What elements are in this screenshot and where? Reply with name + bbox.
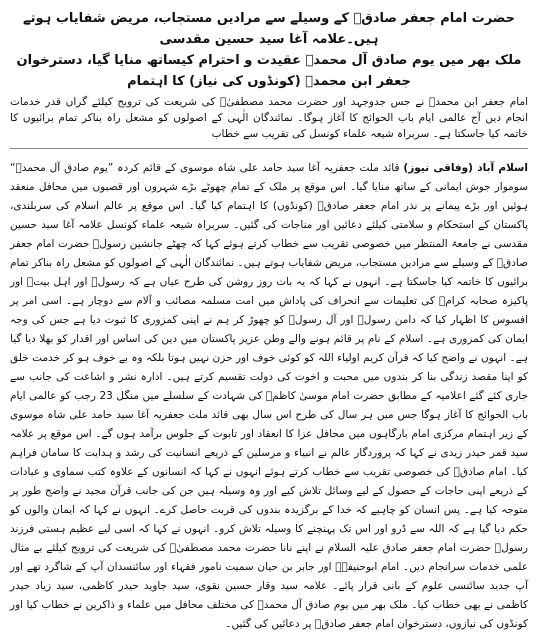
article-headline — [10, 8, 528, 92]
article-body-text: قائد ملت جعفریہ آغا سید حامد علی شاہ موسوی کے قائم کردہ ”یوم صادق آل محمدؐ“ سوموار جوش ایمانی کے ساتھ منایا گیا۔ اس موقع پر ملک کے تمام چھوٹے بڑے شہروں اور قصبوں میں محافل منعقد ہوئیں اور بڑے پیمانے پر نذر امام جعفر صادقؑ (کونڈوں) کا اہتمام کیا گیا۔ اس موقع پر عالم اسلام کی سربلندی، پاکستان کے استحکام و سلامتی کیلئے دعائیں اور مناجات کی گئیں۔ سربراہ شیعہ علماء کونسل علامہ آغا سید حسین مقدسی نے جامعۃ المنتظر میں خصوصی تقریب سے خطاب کرتے ہوئے کہا کہ چھٹے جانشین رسولؐ حضرت امام جعفر صادقؑ کے وسیلے سے مرادیں مستجاب، مریض شفایاب ہوتے ہیں۔ نمائندگان الٰہی کے اصولوں کو مشعل راہ بناکر تمام برائیوں کا خاتمہ کیا جاسکتا ہے۔ انہوں نے کہا کہ یہ بات روز روشن کی طرح عیاں ہے کہ رسولؐ اور اہل بیتؑ اور پاکیزہ صحابہ کرامؓ کی تعلیمات سے انحراف کی پاداش میں امت مسلمہ مصائب و آلام سے دوچار ہے۔ اسی امر پر افسوس کا اظہار کیا کہ دامن رسولؐ اور آل رسولؐ کو چھوڑ کر ہم نے اپنی کمزوری کا ثبوت دیا ہے جس کی وجہ ایمان کی کمزوری ہے۔ اسلام کے نام پر قائم ہونے والے وطن عزیز پاکستان میں دین کی اساس اور اقدار کو بھلا دیا گیا ہے۔ انہوں نے واضح کیا کہ قرآن کریم اولیاء اللہ کو کوئی خوف اور حزن نہیں ہوتا بلکہ وہ بے خوف ہو کر خدمت خلق کو اپنا مقصد زندگی بنا کر بندوں میں محبت و اخوت کی دولت تقسیم کرتے ہیں۔ ادارہ نشر و اشاعت کی جانب سے جاری کئے گئے اعلامیہ کے مطابق حضرت امام موسیٰ کاظمؑ کی شہادت کے سلسلے میں منگل 23 رجب کو عالمی ایام باب الحوائج کا آغاز ہوگا جس میں ہر سال کی طرح اس سال بھی قائد ملت جعفریہ آغا سید حامد علی شاہ موسوی کے زیر اہتمام مرکزی امام بارگاہوں میں محافل عزا کا انعقاد اور تابوت کے جلوس برآمد ہوں گے۔ اس موقع پر علامہ سید قمر حیدر زیدی نے کہا کہ پروردگار عالم نے انبیاء و مرسلین کے ذریعے انسانیت کی رشد و ہدایت کا سامان فراہم کیا۔ امام صادقؑ کی خصوصی تقریب سے خطاب کرتے ہوئے انہوں نے کہا کہ انسانوں کے علاوہ کتب سماوی و عبادات کے ذریعے اپنی حاجات کے حصول کے لیے وسائل تلاش کیے اور وہ وسیلہ ہیں جن کی جانب قرآن مجید نے واضح طور پر متوجہ کیا ہے۔ پس انسان کو چاہیے کہ خدا کے برگزیدہ بندوں کی قربت حاصل کرے۔ انہوں نے کہا کہ ایمان والوں کو حکم دیا گیا ہے کہ اللہ سے ڈرو اور اس تک پہنچنے کا وسیلہ تلاش کرو۔ انہوں نے کہا کہ اسی لیے عظیم ہستی فرزند رسولؐ حضرت امام جعفر صادق علیہ السلام نے اپنے نانا حضرت محمد مصطفیٰؐ کی شریعت کی ترویج کیلئے بے مثال علمی خدمات سرانجام دیں۔ امام ابوحنیفہؒ اور جابر بن حیان سمیت نامور فقہاء اور سائنسدان آپ کے شاگرد تھے اور آپ جدید سائنسی علوم کے بانی قرار پائے۔ علامہ سید وقار حسین نقوی، سید جاوید حیدر کاظمی، سید زیاد حیدر کاظمی نے بھی خطاب کیا۔ ملک بھر میں یوم صادق آل محمدؐ کی مختلف محافل میں علماء و ذاکرین نے خطاب کیا اور کونڈوں کی نیازوں، دسترخوان امام جعفر صادقؑ پر دعائیں کی گئیں۔ — [10, 162, 528, 630]
article-body — [10, 159, 528, 634]
headline-line-2: ملک بھر میں یوم صادق آل محمدؐ عقیدت و احترام کیساتھ منایا گیا، دسترخوان جعفر ابن محمدؐ (کونڈوں کی نیاز) کا اہتمام — [16, 53, 522, 89]
article-lead: امام جعفر ابن محمدؑ نے جس جدوجہد اور حضرت محمد مصطفیٰؐ کی شریعت کی ترویج کیلئے گراں قدر خدمات انجام دیں آج عالمی ایام باب الحوائج کا آغاز ہوگا۔ نمائندگان الٰہی کے اصولوں کو مشعل راہ بناکر تمام برائیوں کا خاتمہ کیا جاسکتا ہے۔ سربراہ شیعہ علماء کونسل کی تقریب سے خطاب — [10, 96, 528, 140]
section-divider — [10, 148, 528, 149]
dateline: اسلام آباد (وفاقی نیوز) — [403, 162, 528, 174]
headline-line-1: حضرت امام جعفر صادقؑ کے وسیلے سے مرادیں مستجاب، مریض شفایاب ہوتے ہیں۔علامہ آغا سید حسین مقدسی — [23, 11, 515, 47]
